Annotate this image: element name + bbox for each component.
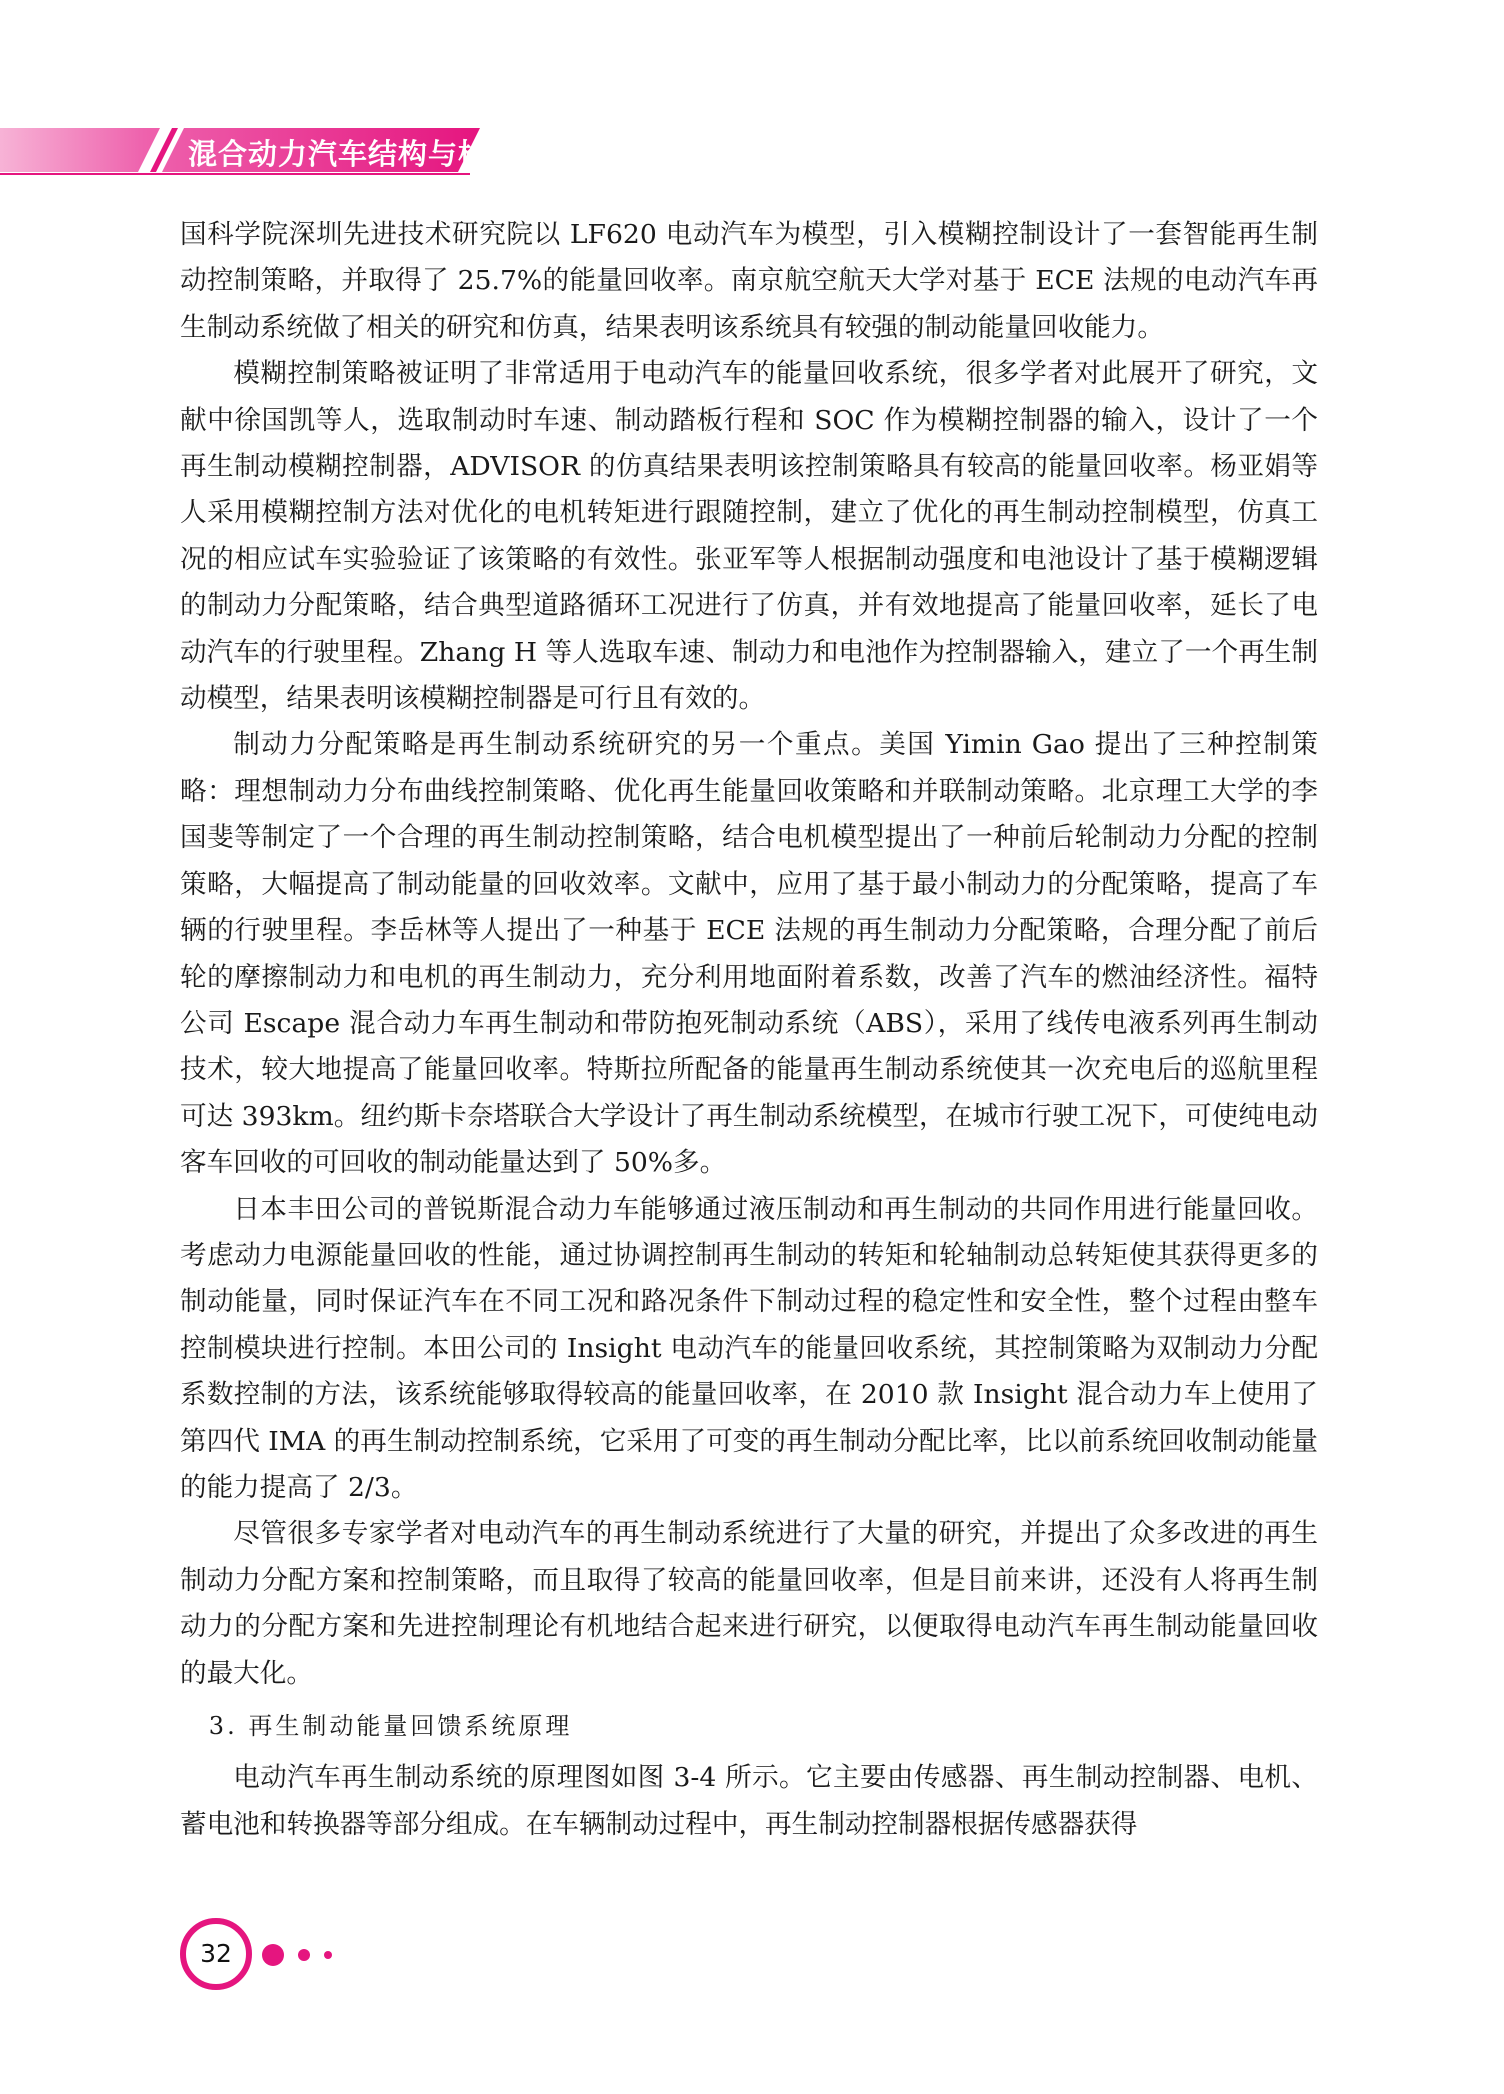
paragraph-5: 尽管很多专家学者对电动汽车的再生制动系统进行了大量的研究，并提出了众多改进的再生制动力分配方案和控制策略，而且取得了较高的能量回收率，但是目前来讲，还没有人将再生制动力的分配方案和先进控制理论有机地结合起来进行研究，以便取得电动汽车再生制动能量回收的最大化。 [180,1518,1318,1689]
paragraph-1: 国科学院深圳先进技术研究院以 LF620 电动汽车为模型，引入模糊控制设计了一套智能再生制动控制策略，并取得了 25.7%的能量回收率。南京航空航天大学对基于 ECE 法规的电动汽车再生制动系统做了相关的研究和仿真，结果表明该系统具有较强的制动能量回收能力。 [180,219,1318,343]
paragraph-4: 日本丰田公司的普锐斯混合动力车能够通过液压制动和再生制动的共同作用进行能量回收。考虑动力电源能量回收的性能，通过协调控制再生制动的转矩和轮轴制动总转矩使其获得更多的制动能量，同时保证汽车在不同工况和路况条件下制动过程的稳定性和安全性，整个过程由整车控制模块进行控制。本田公司的 Insight 电动汽车的能量回收系统，其控制策略为双制动力分配系数控制的方法，该系统能够取得较高的能量回收率，在 2010 款 Insight 混合动力车上使用了第四代 IMA 的再生制动控制系统，它采用了可变的再生制动分配比率，比以前系统回收制动能量的能力提高了 2/3。 [180,1193,1318,1503]
paragraph-2: 模糊控制策略被证明了非常适用于电动汽车的能量回收系统，很多学者对此展开了研究，文献中徐国凯等人，选取制动时车速、制动踏板行程和 SOC 作为模糊控制器的输入，设计了一个再生制动模糊控制器，ADVISOR 的仿真结果表明该控制策略具有较高的能量回收率。杨亚娟等人采用模糊控制方法对优化的电机转矩进行跟随控制，建立了优化的再生制动控制模型，仿真工况的相应试车实验验证了该策略的有效性。张亚军等人根据制动强度和电池设计了基于模糊逻辑的制动力分配策略，结合典型道路循环工况进行了仿真，并有效地提高了能量回收率，延长了电动汽车的行驶里程。Zhang H 等人选取车速、制动力和电池作为控制器输入，建立了一个再生制动模型，结果表明该模糊控制器是可行且有效的。 [180,358,1318,715]
running-header [0,128,560,176]
decorative-dot-icon [262,1944,284,1966]
page-footer [180,1918,440,1998]
paragraph-3: 制动力分配策略是再生制动系统研究的另一个重点。美国 Yimin Gao 提出了三种控制策略：理想制动力分布曲线控制策略、优化再生能量回收策略和并联制动策略。北京理工大学的李国斐等制定了一个合理的再生制动控制策略，结合电机模型提出了一种前后轮制动力分配的控制策略，大幅提高了制动能量的回收效率。文献中，应用了基于最小制动力的分配策略，提高了车辆的行驶里程。李岳林等人提出了一种基于 ECE 法规的再生制动力分配策略，合理分配了前后轮的摩擦制动力和电机的再生制动力，充分利用地面附着系数，改善了汽车的燃油经济性。福特公司 Escape 混合动力车再生制动和带防抱死制动系统（ABS），采用了线传电液系列再生制动技术，较大地提高了能量回收率。特斯拉所配备的能量再生制动系统使其一次充电后的巡航里程可达 393km。纽约斯卡奈塔联合大学设计了再生制动系统模型，在城市行驶工况下，可使纯电动客车回收的可回收的制动能量达到了 50%多。 [180,729,1318,1179]
book-title: 混合动力汽车结构与检修 [188,137,519,171]
body-text [180,212,1318,1848]
page-number: 32 [200,1939,232,1968]
decorative-dot-icon [298,1949,310,1961]
section-heading: 3. 再生制动能量回馈系统原理 [208,1712,573,1740]
paragraph-6: 电动汽车再生制动系统的原理图如图 3-4 所示。它主要由传感器、再生制动控制器、电机、蓄电池和转换器等部分组成。在车辆制动过程中，再生制动控制器根据传感器获得 [180,1762,1318,1840]
decorative-dot-icon [324,1951,332,1959]
